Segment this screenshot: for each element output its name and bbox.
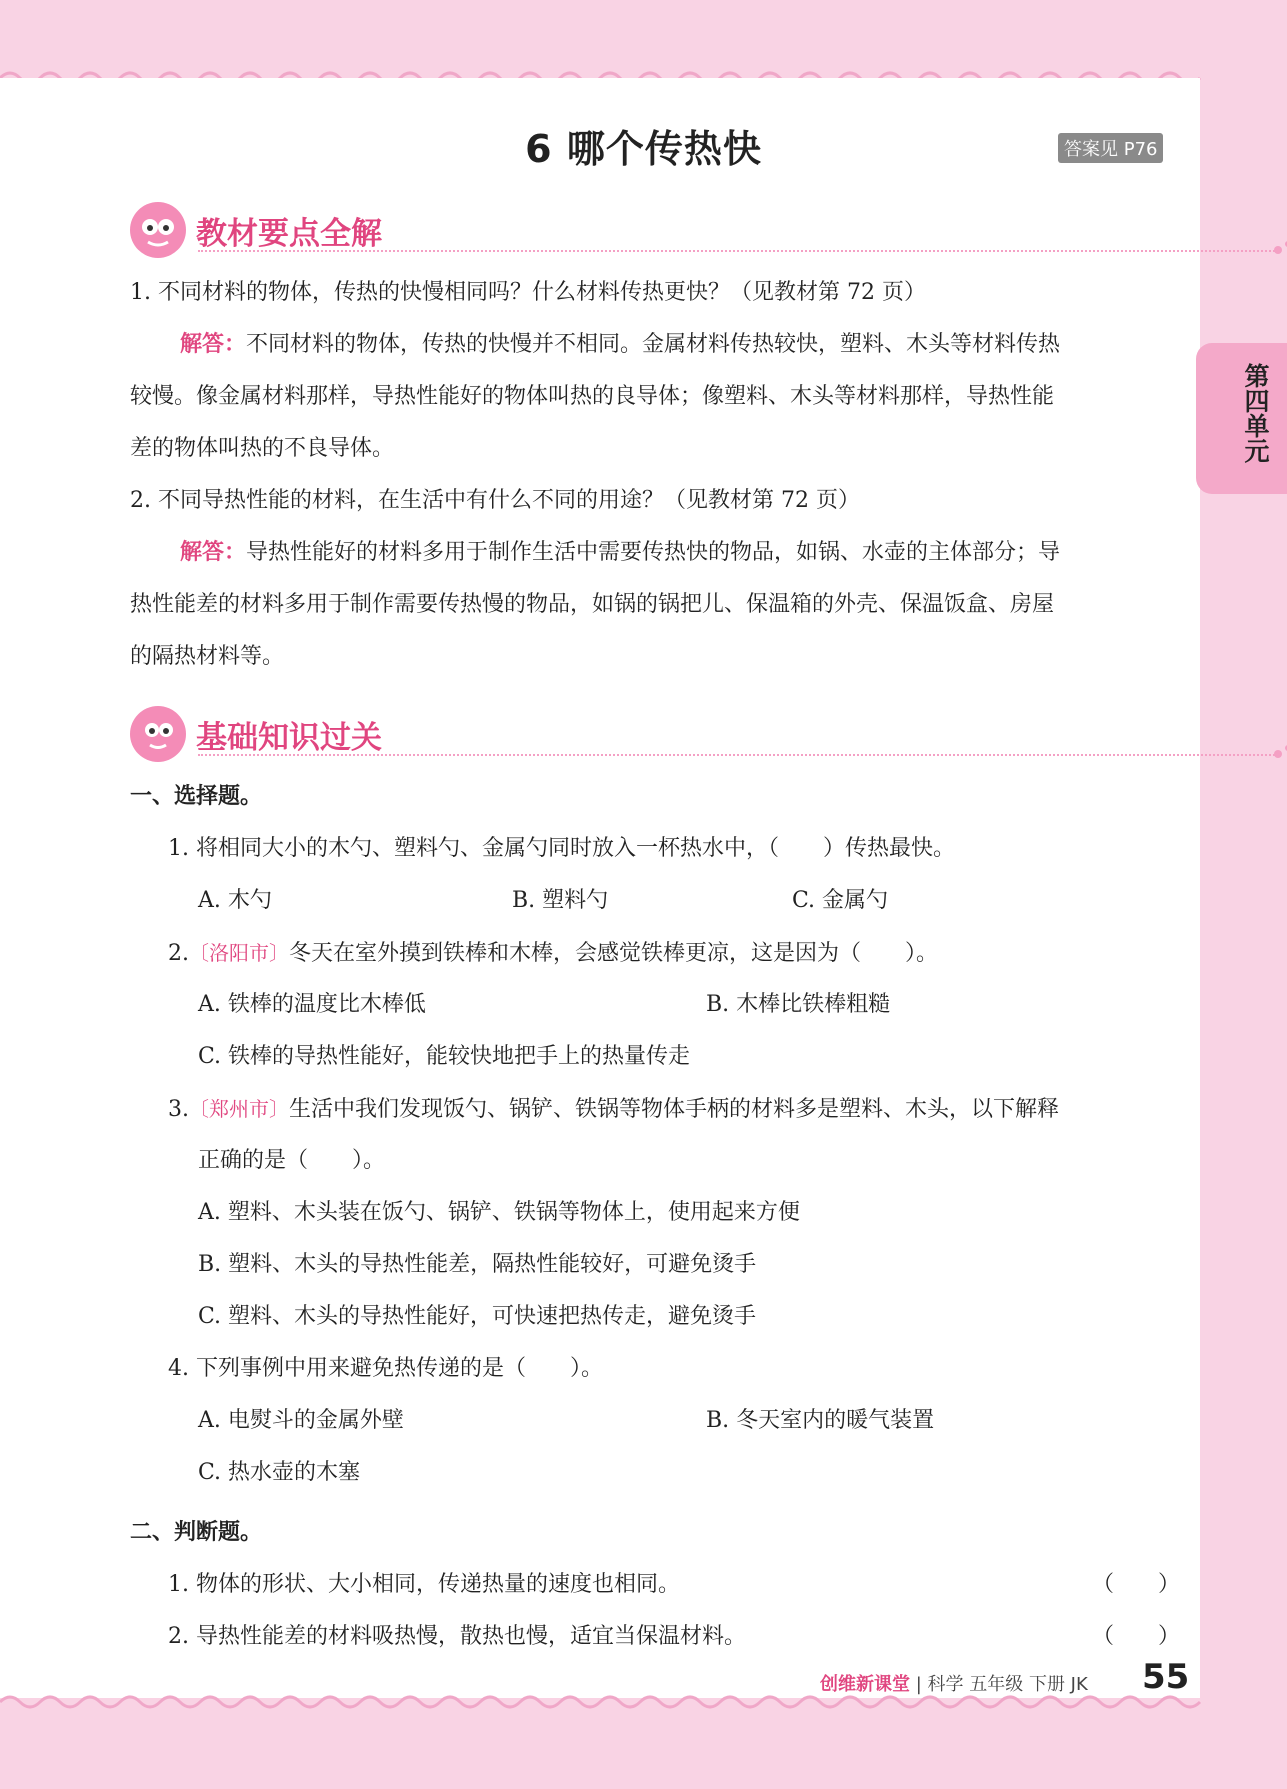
section-title: 基础知识过关 <box>196 720 382 756</box>
option-b: B. 木棒比铁棒粗糙 <box>706 992 891 1017</box>
option-a: A. 铁棒的温度比木棒低 <box>198 992 426 1017</box>
question-text: 2. 不同导热性能的材料，在生活中有什么不同的用途？（见教材第 72 页） <box>130 488 860 513</box>
page-number: 55 <box>1142 1657 1190 1697</box>
answer-label: 解答： <box>180 540 247 565</box>
section-heading-key-points <box>130 202 1170 262</box>
option-a: A. 木勺 <box>198 888 272 913</box>
unit-side-tab-label: 第四单元 <box>1241 363 1270 463</box>
footer-info <box>820 1670 1088 1696</box>
question-text: 冬天在室外摸到铁棒和木棒，会感觉铁棒更凉，这是因为（ ）。 <box>289 941 939 966</box>
option-c: C. 铁棒的导热性能好，能较快地把手上的热量传走 <box>198 1044 691 1069</box>
judge-question-text: 1. 物体的形状、大小相同，传递热量的速度也相同。 <box>168 1572 680 1597</box>
answer-blank: （ ） <box>1092 1624 1181 1649</box>
divider <box>198 250 1278 252</box>
answer-text: 导热性能好的材料多用于制作生活中需要传热快的物品，如锅、水壶的主体部分；导 <box>246 540 1061 565</box>
part-heading: 二、判断题。 <box>130 1520 263 1545</box>
question-text: 1. 不同材料的物体，传热的快慢相同吗？什么材料传热更快？（见教材第 72 页） <box>130 280 926 305</box>
cartoon-avatar-icon <box>130 202 186 258</box>
decorative-dots-icon <box>1270 238 1287 262</box>
option-a: A. 电熨斗的金属外壁 <box>198 1408 404 1433</box>
decorative-dots-icon <box>1270 742 1287 766</box>
answer-text: 不同材料的物体，传热的快慢并不相同。金属材料传热较快，塑料、木头等材料传热 <box>246 332 1061 357</box>
section-heading-basics <box>130 706 1170 766</box>
answer-text: 的隔热材料等。 <box>130 644 285 669</box>
part-heading: 一、选择题。 <box>130 784 263 809</box>
region-tag: 〔洛阳市〕 <box>189 941 289 965</box>
answer-reference-badge: 答案见 P76 <box>1058 133 1163 163</box>
answer-text: 差的物体叫热的不良导体。 <box>130 436 395 461</box>
option-c: C. 塑料、木头的导热性能好，可快速把热传走，避免烫手 <box>198 1304 757 1329</box>
question-number: 3. <box>168 1097 189 1122</box>
answer-label: 解答： <box>180 332 247 357</box>
answer-blank: （ ） <box>1092 1572 1181 1597</box>
option-c: C. 热水壶的木塞 <box>198 1460 361 1485</box>
answer-line <box>180 330 1060 360</box>
footer-brand: 创维新课堂 <box>820 1674 910 1695</box>
lesson-title: 6 哪个传热快 <box>525 127 762 171</box>
answer-text: 热性能差的材料多用于制作需要传热慢的物品，如锅的锅把儿、保温箱的外壳、保温饭盒、房屋 <box>130 592 1055 617</box>
region-tag: 〔郑州市〕 <box>189 1097 289 1121</box>
section-title: 教材要点全解 <box>196 216 382 252</box>
question-line <box>168 1094 1059 1125</box>
option-a: A. 塑料、木头装在饭勺、锅铲、铁锅等物体上，使用起来方便 <box>198 1200 800 1225</box>
unit-side-tab <box>1196 343 1287 494</box>
bottom-wavy-border <box>0 1682 1287 1722</box>
question-text: 1. 将相同大小的木勺、塑料勺、金属勺同时放入一杯热水中，（ ）传热最快。 <box>168 836 955 861</box>
question-number: 2. <box>168 941 189 966</box>
question-text: 4. 下列事例中用来避免热传递的是（ ）。 <box>168 1356 603 1381</box>
option-c: C. 金属勺 <box>792 888 889 913</box>
footer-book-info: | 科学 五年级 下册 JK <box>910 1674 1088 1695</box>
judge-question-text: 2. 导热性能差的材料吸热慢，散热也慢，适宜当保温材料。 <box>168 1624 746 1649</box>
question-text: 正确的是（ ）。 <box>198 1148 386 1173</box>
question-text: 生活中我们发现饭勺、锅铲、铁锅等物体手柄的材料多是塑料、木头，以下解释 <box>289 1097 1060 1122</box>
option-b: B. 塑料、木头的导热性能差，隔热性能较好，可避免烫手 <box>198 1252 757 1277</box>
divider <box>198 754 1278 756</box>
option-b: B. 冬天室内的暖气装置 <box>706 1408 935 1433</box>
cartoon-avatar-icon <box>130 706 186 762</box>
answer-text: 较慢。像金属材料那样，导热性能好的物体叫热的良导体；像塑料、木头等材料那样，导热性能 <box>130 384 1055 409</box>
question-line <box>168 938 938 969</box>
answer-line <box>180 538 1060 568</box>
option-b: B. 塑料勺 <box>512 888 609 913</box>
